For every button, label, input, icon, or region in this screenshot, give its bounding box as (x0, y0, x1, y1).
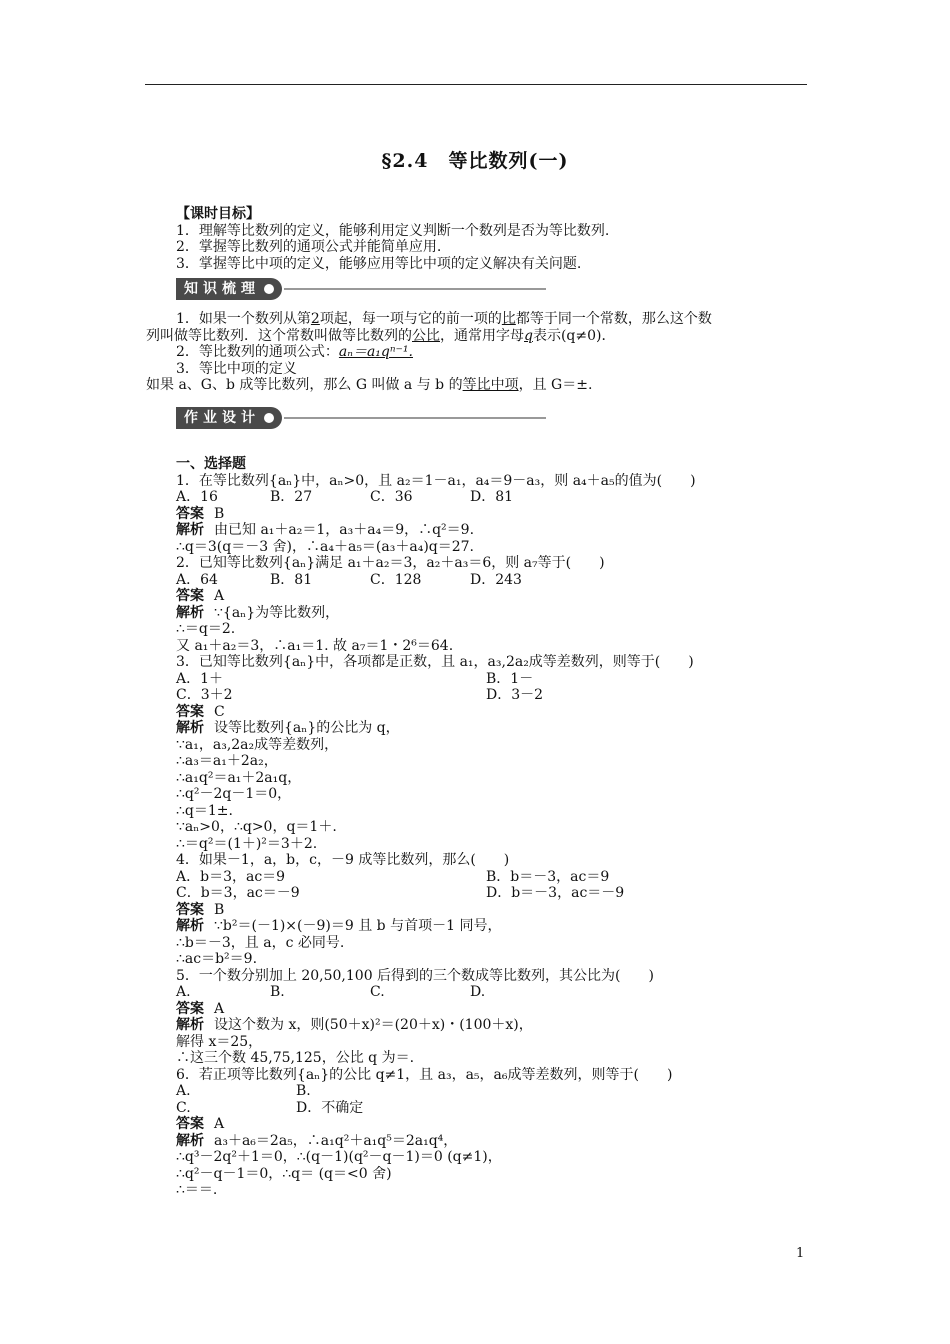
line-text: ∵a₁，a₃,2a₂成等差数列， (176, 736, 339, 753)
exercise-line (176, 654, 696, 671)
knowledge-line: 3．等比中项的定义 (176, 360, 297, 377)
exercise-line (176, 951, 696, 968)
line-text: ∴＝＝. (176, 1182, 218, 1198)
line-text: 4．如果－1，a，b，c，－9 成等比数列，那么( ) (176, 852, 510, 868)
line-text: ∴这三个数 45,75,125，公比 q 为＝. (176, 1050, 415, 1066)
options-row (176, 869, 696, 886)
knowledge-line (176, 311, 712, 328)
line-text: A (214, 1116, 225, 1132)
solution-line (176, 902, 696, 919)
objective-item: 1．理解等比数列的定义，能够利用定义判断一个数列是否为等比数列. (176, 222, 610, 239)
exercise-line (176, 539, 696, 556)
banner-line (284, 417, 546, 419)
option: B. (270, 984, 285, 1000)
exercise-line (176, 786, 696, 803)
solution-line (176, 1133, 696, 1150)
line-text: 2．已知等比数列{aₙ}满足 a₁＋a₂＝3，a₂＋a₃＝6，则 a₇等于( ) (176, 555, 605, 571)
option: D. (470, 984, 486, 1000)
line-text: ∵aₙ>0，∴q>0，q＝1＋. (176, 819, 337, 835)
option: D．b＝－3，ac＝－9 (486, 885, 625, 901)
option: B. (296, 1083, 311, 1099)
objective-item: 3．掌握等比中项的定义，能够应用等比中项的定义解决有关问题. (176, 255, 582, 272)
option: A．b＝3，ac＝9 (176, 868, 286, 885)
answer-label: 答案 (176, 901, 204, 918)
exercise-line (176, 836, 696, 853)
blank-answer: 公比 (412, 327, 440, 344)
text: 2．等比数列的通项公式： (176, 344, 339, 360)
line-text: 设等比数列{aₙ}的公比为 q， (214, 720, 400, 736)
solution-line (176, 1116, 696, 1133)
options-row (176, 1100, 696, 1117)
exercise-line (176, 737, 696, 754)
line-text: ∴q＝1±. (176, 802, 233, 819)
knowledge-line (146, 377, 712, 394)
analysis-label: 解析 (176, 1132, 204, 1149)
option: A. (176, 1083, 191, 1099)
line-text: ∵{aₙ}为等比数列， (214, 604, 340, 621)
line-text: 设这个数为 x，则(50＋x)²＝(20＋x)・(100＋x)， (214, 1017, 533, 1033)
line-text: 6．若正项等比数列{aₙ}的公比 q≠1，且 a₃，a₅，a₆成等差数列，则等于( ) (176, 1066, 673, 1083)
exercise-line (176, 803, 696, 820)
solution-line (176, 605, 696, 622)
option: D．243 (470, 571, 522, 588)
line-text: A (214, 588, 225, 604)
line-text: ∵b²＝(－1)×(－9)＝9 且 b 与首项－1 同号， (214, 918, 502, 934)
solution-line (176, 522, 696, 539)
option: A．1＋ (176, 670, 224, 687)
solution-line (176, 588, 696, 605)
exercise-line (176, 819, 696, 836)
line-text: ∴a₁q²＝a₁＋2a₁q， (176, 769, 302, 786)
option: D．不确定 (296, 1099, 364, 1116)
exercise-line (176, 935, 696, 952)
banner-label: 知识梳理 (184, 281, 260, 297)
knowledge-block (146, 311, 712, 394)
blank-answer: q (524, 327, 533, 344)
analysis-label: 解析 (176, 918, 204, 934)
header-rule (145, 84, 807, 85)
exercise-line (176, 473, 696, 490)
option: C．b＝3，ac＝－9 (176, 885, 300, 901)
banner-tag (176, 407, 282, 429)
solution-line (176, 918, 696, 935)
exercise-line (176, 621, 696, 638)
options-row (176, 671, 696, 688)
option: A．64 (176, 571, 218, 588)
exercise-line (176, 753, 696, 770)
options-row (176, 572, 696, 589)
blank-answer: 比 (501, 311, 516, 327)
knowledge-line (176, 344, 712, 361)
line-text: ∴q²－q－1＝0，∴q＝ (q＝<0 舍) (176, 1165, 392, 1182)
text: 列叫做等比数列．这个常数叫做等比数列的 (146, 327, 412, 344)
text: ，通常用字母 (440, 327, 524, 344)
option: D．3－2 (486, 687, 544, 703)
option: C．36 (370, 489, 413, 505)
analysis-label: 解析 (176, 522, 204, 538)
page-title: §2.4 等比数列(一) (381, 150, 569, 172)
exercise-line (176, 1182, 696, 1199)
analysis-label: 解析 (176, 720, 204, 736)
line-text: 1．在等比数列{aₙ}中，aₙ>0，且 a₂＝1－a₁，a₄＝9－a₃，则 a₄＋a₅的值为( ) (176, 472, 696, 489)
line-text: B (214, 505, 225, 522)
bullet-icon (264, 284, 274, 294)
solution-line (176, 1017, 696, 1034)
line-text: ∴＝q＝2. (176, 621, 236, 637)
options-row (176, 489, 696, 506)
blank-answer: 等比中项 (462, 377, 519, 393)
option: C．128 (370, 571, 422, 588)
exercise-line (176, 852, 696, 869)
solution-line (176, 506, 696, 523)
text: 1．如果一个数列从第 (176, 311, 311, 327)
exercise-line (176, 1166, 696, 1183)
exercise-line (176, 770, 696, 787)
line-text: 解得 x＝25， (176, 1033, 263, 1050)
option: A. (176, 984, 191, 1000)
blank-answer: aₙ＝a₁qⁿ⁻¹. (338, 344, 413, 360)
analysis-label: 解析 (176, 604, 204, 621)
option: B．81 (270, 571, 313, 588)
line-text: 5．一个数分别加上 20,50,100 后得到的三个数成等比数列，其公比为( ) (176, 967, 654, 984)
knowledge-banner (176, 278, 546, 300)
answer-label: 答案 (176, 1116, 204, 1132)
exercise-line (176, 1149, 696, 1166)
option: C. (370, 984, 385, 1000)
banner-label: 作业设计 (184, 410, 260, 426)
objectives-block (176, 206, 609, 272)
answer-label: 答案 (176, 588, 204, 604)
line-text: 又 a₁＋a₂＝3，∴a₁＝1. 故 a₇＝1・2⁶＝64. (176, 637, 454, 654)
option: C. (176, 1099, 191, 1116)
option: B．b＝－3，ac＝9 (486, 868, 610, 885)
options-row (176, 1083, 696, 1100)
text: 都等于同一个常数，那么这个数 (515, 311, 712, 327)
line-text: 由已知 a₁＋a₂＝1，a₃＋a₄＝9，∴q²＝9. (214, 522, 475, 538)
text: 表示(q≠0)． (532, 327, 616, 344)
solution-line (176, 1001, 696, 1018)
line-text: B (214, 901, 225, 918)
bullet-icon (264, 413, 274, 423)
banner-line (284, 288, 546, 290)
line-text: ∴b＝－3，且 a，c 必同号. (176, 934, 345, 951)
line-text: A (214, 1000, 225, 1017)
line-text: ∴q²－2q－1＝0， (176, 786, 292, 802)
answer-label: 答案 (176, 1000, 204, 1017)
line-text: a₃＋a₆＝2a₅，∴a₁q²＋a₁q⁵＝2a₁q⁴， (214, 1132, 458, 1149)
text: 项起，每一项与它的前一项的 (319, 311, 502, 327)
line-text: C (214, 703, 225, 720)
options-row (176, 984, 696, 1001)
option: A．16 (176, 489, 218, 505)
exercise-line (176, 1050, 696, 1067)
option: B．27 (270, 489, 313, 505)
exercise-line (176, 638, 696, 655)
blank-answer: 2 (310, 311, 320, 327)
exercise-block (176, 456, 696, 1199)
line-text: 3．已知等比数列{aₙ}中，各项都是正数，且 a₁，a₃,2a₂成等差数列，则等于( ) (176, 654, 694, 670)
text: 如果 a、G、b 成等比数列，那么 G 叫做 a 与 b 的 (146, 377, 463, 393)
options-row (176, 885, 696, 902)
solution-line (176, 720, 696, 737)
option: B．1－ (486, 670, 534, 687)
text: ，且 G＝±. (518, 377, 593, 393)
line-text: ∴ac＝b²＝9. (176, 951, 258, 967)
banner-tag (176, 278, 282, 300)
option: C．3＋2 (176, 687, 233, 703)
answer-label: 答案 (176, 703, 204, 720)
exercise-line (176, 1034, 696, 1051)
line-text: ∴q＝3(q＝－3 舍)，∴a₄＋a₅＝(a₃＋a₄)q＝27. (176, 538, 475, 555)
knowledge-line (146, 328, 712, 345)
options-row (176, 687, 696, 704)
section-heading: 一、选择题 (176, 456, 246, 472)
solution-line (176, 704, 696, 721)
line-text: ∴a₃＝a₁＋2a₂， (176, 753, 278, 769)
page-number: 1 (796, 1246, 805, 1261)
line-text: ∴q³－2q²＋1＝0，∴(q－1)(q²－q－1)＝0 (q≠1)， (176, 1149, 502, 1165)
exercise-line (176, 555, 696, 572)
exercise-line (176, 968, 696, 985)
line-text: ∴＝q²＝(1＋)²＝3＋2. (176, 835, 318, 852)
answer-label: 答案 (176, 505, 204, 522)
exercise-line (176, 1067, 696, 1084)
analysis-label: 解析 (176, 1017, 204, 1033)
option: D．81 (470, 489, 514, 505)
objective-item: 2．掌握等比数列的通项公式并能简单应用. (176, 239, 442, 255)
homework-banner (176, 407, 546, 429)
objectives-heading: 【课时目标】 (176, 206, 260, 222)
